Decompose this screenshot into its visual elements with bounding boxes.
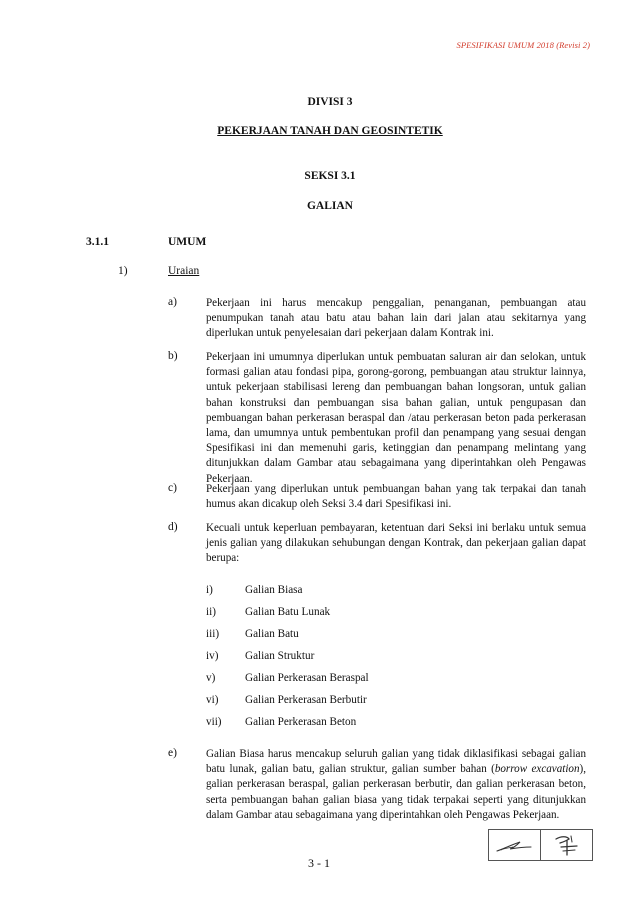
division-title: DIVISI 3 (307, 96, 353, 108)
galian-type-text: Galian Batu (245, 628, 299, 640)
section-heading: GALIAN (306, 200, 353, 212)
section-title: UMUM (168, 236, 207, 248)
running-header: SPESIFIKASI UMUM 2018 (Revisi 2) (456, 40, 590, 50)
subsection-title: Uraian (168, 265, 200, 277)
galian-type-label: vii) (206, 716, 222, 728)
galian-type-label: iii) (206, 628, 220, 640)
section-number: 3.1.1 (86, 236, 109, 248)
galian-type-text: Galian Perkerasan Beton (245, 716, 357, 728)
galian-type-label: i) (206, 584, 213, 596)
item-label-e: e) (168, 747, 177, 759)
galian-type-text: Galian Batu Lunak (245, 606, 331, 618)
item-label-d: d) (168, 521, 178, 533)
galian-type-label: iv) (206, 650, 219, 662)
italic-term: borrow excavation (494, 763, 580, 776)
item-text-a: Pekerjaan ini harus mencakup penggalian, penanganan, pembuangan atau penumpukan tanah atau batu atau bahan lain dari jalan atau sekitarnya yang diperlukan untuk penyelesaian dari pekerjaan dalam Kontrak ini. (206, 297, 586, 340)
galian-type-text: Galian Biasa (245, 584, 303, 596)
item-label-c: c) (168, 482, 177, 494)
item-text-b: Pekerjaan ini umumnya diperlukan untuk pembuatan saluran air dan selokan, untuk formasi galian atau fondasi pipa, gorong-gorong, pembuangan atau struktur lainnya, untuk pekerjaan stabilisasi lereng dan pembuangan bahan longsoran, untuk galian bahan konstruksi dan pembuangan sisa bahan galian, untuk pengupasan dan pembuangan bahan perkerasan beraspal dan /atau perkerasan beton pada perkerasan lama, dan umumnya untuk pembentukan profil dan penampang yang sesuai dengan Spesifikasi ini dan memenuhi garis, ketinggian dan penampang melintang yang ditunjukkan dalam Gambar atau sebagaimana yang diperintahkan oleh Pengawas Pekerjaan. (206, 351, 586, 485)
division-subtitle: PEKERJAAN TANAH DAN GEOSINTETIK (217, 125, 443, 137)
item-text-e: Galian Biasa harus mencakup seluruh galian yang tidak diklasifikasi sebagai galian batu lunak, galian batu, galian struktur, galian sumber bahan (borrow excavation), galian perkerasan beraspal, galian perkerasan berbutir, dan galian perkerasan beton, serta pembuangan bahan galian biasa yang tidak terpakai seperti yang ditunjukkan dalam Gambar atau sebagaimana yang diperintahkan oleh Pengawas Pekerjaan. (206, 748, 586, 821)
galian-type-text: Galian Perkerasan Berbutir (245, 694, 367, 706)
galian-type-label: ii) (206, 606, 216, 618)
page-number: 3 - 1 (308, 856, 330, 870)
item-label-b: b) (168, 350, 178, 362)
galian-type-text: Galian Perkerasan Beraspal (245, 672, 369, 684)
item-text-d: Kecuali untuk keperluan pembayaran, ketentuan dari Seksi ini berlaku untuk semua jenis galian yang dilakukan sehubungan dengan Kontrak, dan pekerjaan galian dapat berupa: (206, 522, 586, 565)
galian-type-label: v) (206, 672, 216, 684)
section-label: SEKSI 3.1 (304, 170, 356, 182)
galian-type-text: Galian Struktur (245, 650, 315, 662)
item-text-c: Pekerjaan yang diperlukan untuk pembuangan bahan yang tak terpakai dan tanah humus akan dicakup oleh Seksi 3.4 dari Spesifikasi ini. (206, 483, 586, 511)
subsection-number: 1) (118, 265, 128, 277)
item-label-a: a) (168, 296, 177, 308)
galian-type-label: vi) (206, 694, 219, 706)
